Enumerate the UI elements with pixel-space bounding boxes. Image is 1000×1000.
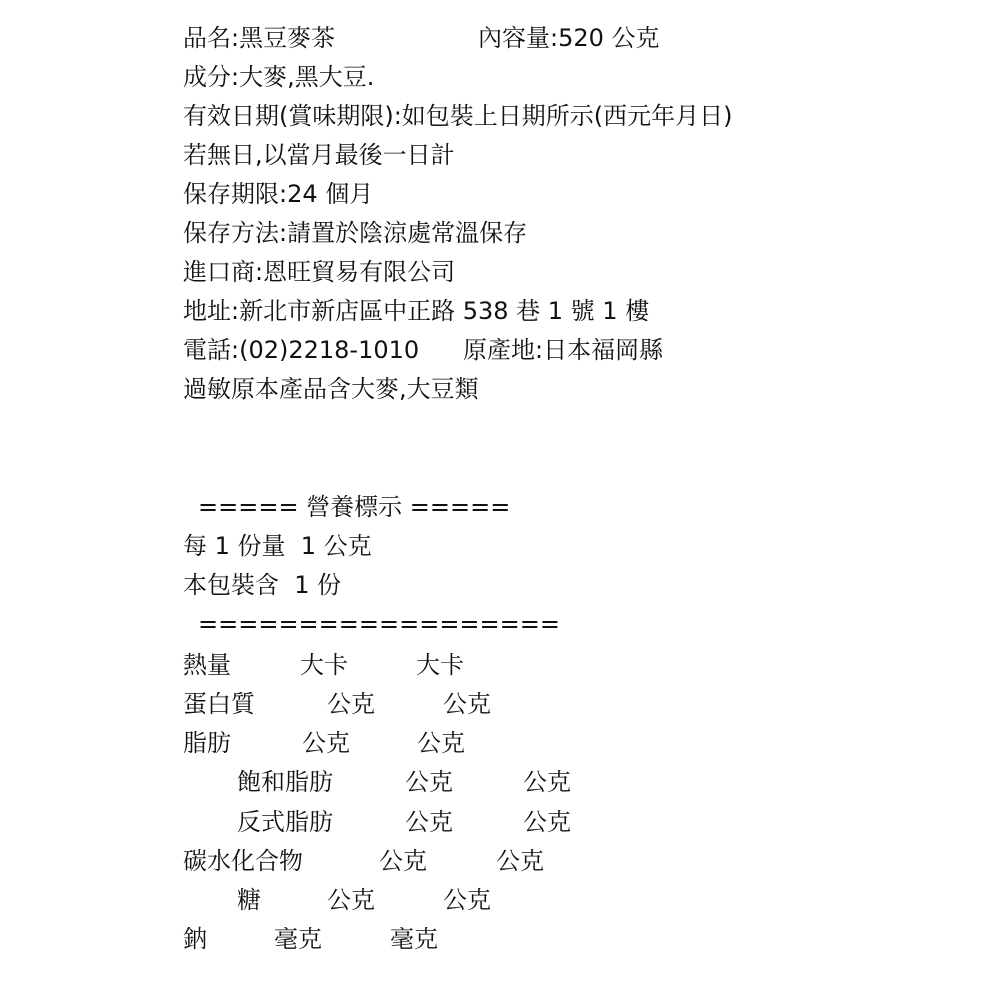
nutrition-row-unit-per-100: 公克 xyxy=(496,847,544,875)
nutrition-row-label: 鈉 xyxy=(183,925,207,953)
ingredients: 成分:大麥,黑大豆. xyxy=(183,63,375,91)
expiry-note: 若無日,以當月最後一日計 xyxy=(183,141,455,169)
servings-per-pack: 本包裝含 1 份 xyxy=(183,571,342,599)
nutrition-row-unit-per-100: 公克 xyxy=(443,690,491,718)
nutrition-row-label: 熱量 xyxy=(183,651,231,679)
nutrition-row-unit-per-100: 公克 xyxy=(443,886,491,914)
nutrition-row-unit-per-serving: 公克 xyxy=(379,847,427,875)
allergen-note: 過敏原本產品含大麥,大豆類 xyxy=(183,375,479,403)
nutrition-row-unit-per-100: 公克 xyxy=(417,729,465,757)
nutrition-row-unit-per-100: 公克 xyxy=(523,808,571,836)
nutrition-row-unit-per-serving: 毫克 xyxy=(274,925,322,953)
shelf-life: 保存期限:24 個月 xyxy=(183,180,374,208)
phone: 電話:(02)2218-1010 xyxy=(183,336,420,364)
nutrition-header: ===== 營養標示 ===== xyxy=(198,493,511,521)
net-content: 內容量:520 公克 xyxy=(478,24,660,52)
nutrition-row-label: 脂肪 xyxy=(183,729,231,757)
nutrition-row-unit-per-100: 公克 xyxy=(523,768,571,796)
nutrition-row-unit-per-serving: 公克 xyxy=(327,886,375,914)
importer: 進口商:恩旺貿易有限公司 xyxy=(183,258,456,286)
nutrition-row-unit-per-serving: 大卡 xyxy=(300,651,348,679)
nutrition-row-unit-per-serving: 公克 xyxy=(327,690,375,718)
nutrition-row-unit-per-serving: 公克 xyxy=(405,768,453,796)
nutrition-divider: ================== xyxy=(198,610,560,638)
nutrition-row-label: 反式脂肪 xyxy=(237,808,333,836)
product-name: 品名:黑豆麥茶 xyxy=(183,24,336,52)
serving-size: 每 1 份量 1 公克 xyxy=(183,532,372,560)
address: 地址:新北市新店區中正路 538 巷 1 號 1 樓 xyxy=(183,297,650,325)
nutrition-row-label: 糖 xyxy=(237,886,261,914)
expiry-date: 有效日期(賞味期限):如包裝上日期所示(西元年月日) xyxy=(183,102,733,130)
nutrition-row-label: 碳水化合物 xyxy=(183,847,303,875)
nutrition-row-unit-per-serving: 公克 xyxy=(302,729,350,757)
origin: 原產地:日本福岡縣 xyxy=(463,336,664,364)
nutrition-row-unit-per-100: 大卡 xyxy=(416,651,464,679)
nutrition-row-unit-per-100: 毫克 xyxy=(390,925,438,953)
nutrition-row-unit-per-serving: 公克 xyxy=(405,808,453,836)
storage-method: 保存方法:請置於陰涼處常溫保存 xyxy=(183,219,528,247)
nutrition-row-label: 蛋白質 xyxy=(183,690,255,718)
nutrition-row-label: 飽和脂肪 xyxy=(237,768,333,796)
